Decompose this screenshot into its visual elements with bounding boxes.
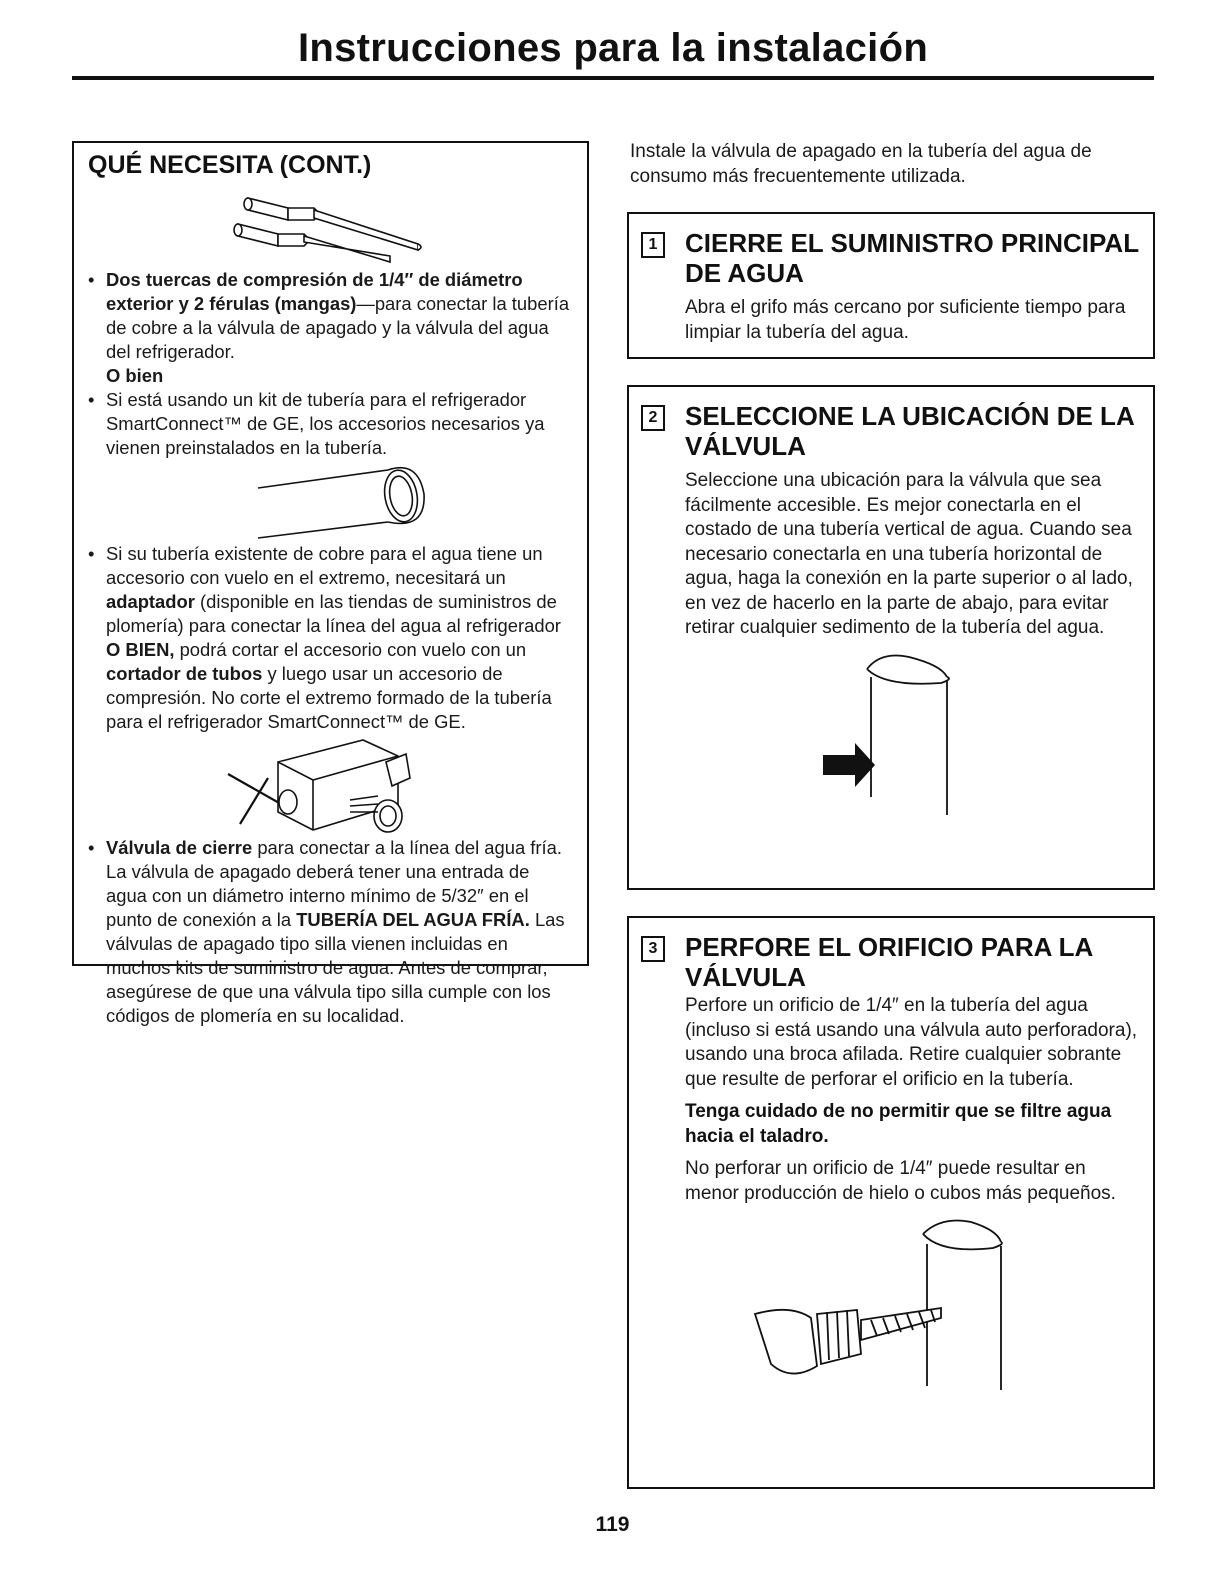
bullet-dot: •	[88, 543, 95, 564]
bullet-shutoff-valve	[88, 836, 573, 1028]
bullet-dot: •	[88, 837, 95, 858]
vertical-pipe-arrow-illustration	[641, 647, 1141, 817]
bullet-compression-nuts	[88, 268, 573, 388]
bullet-smartconnect-text: Si está usando un kit de tubería para el refrigerador SmartConnect™ de GE, los accesorios necesarios ya vienen preinstalados en la tubería.	[106, 389, 545, 458]
bullet-dot: •	[88, 269, 95, 290]
valve-text-1: para conectar a la línea del agua fría. La válvula de apagado deberá tener una entrada de agua con un diámetro interno mínimo de 5/32″ en el punto de conexión a la	[106, 837, 562, 930]
what-you-need-heading: QUÉ NECESITA (CONT.)	[88, 151, 372, 179]
step-3-number: 3	[641, 936, 665, 962]
step-1-body: Abra el grifo más cercano por suficiente tiempo para limpiar la tubería del agua.	[685, 297, 1126, 343]
step-2-box	[627, 385, 1155, 890]
page-number: 119	[595, 1513, 630, 1536]
drill-pipe-illustration	[641, 1214, 1141, 1394]
valve-bold-2: TUBERÍA DEL AGUA FRÍA.	[296, 909, 530, 930]
flared-bold-cutter: cortador de tubos	[106, 663, 263, 684]
flared-bold-adapter: adaptador	[106, 591, 195, 612]
flared-text-4: y luego usar un accesorio de compresión. No corte el extremo formado de la tubería para el refrigerador SmartConnect™ de GE.	[106, 663, 552, 732]
flared-text-3: podrá cortar el accesorio con vuelo con un	[174, 639, 527, 660]
step-2-body: Seleccione una ubicación para la válvula que sea fácilmente accesible. Es mejor conectarla en el costado de una tubería vertical de agua. Cuando sea necesario conectarla en una tubería horizontal de agua, haga la conexión en la parte superior o al lado, en vez de hacerlo en la parte de abajo, para evitar retirar cualquier sedimento de la tubería del agua.	[685, 470, 1133, 638]
step-1-number: 1	[641, 232, 665, 258]
step-3-warning: Tenga cuidado de no permitir que se filtre agua hacia el taladro.	[685, 1101, 1112, 1147]
step-3-note: No perforar un orificio de 1/4″ puede resultar en menor producción de hielo o cubos más pequeños.	[685, 1158, 1116, 1204]
bullet-compression-nuts-bold: Dos tuercas de compresión de 1/4″ de diámetro exterior y 2 férulas (mangas)	[106, 269, 523, 314]
valve-text-2: Las válvulas de apagado tipo silla vienen incluidas en muchos kits de suministro de agua. Antes de comprar, asegúrese de que una válvula tipo silla cumple con los códigos de plomería en su localidad.	[106, 909, 565, 1026]
title-divider	[72, 76, 1154, 80]
flared-text-1: Si su tubería existente de cobre para el agua tiene un accesorio con vuelo en el extremo, necesitará un	[106, 543, 543, 588]
flared-tube-illustration	[88, 460, 575, 542]
bullet-smartconnect-kit	[88, 388, 573, 460]
step-2-number: 2	[641, 405, 665, 431]
step-3-body: Perfore un orificio de 1/4″ en la tubería del agua (incluso si está usando una válvula auto perforadora), usando una broca afilada. Retire cualquier sobrante que resulte de perforar el orificio en la tubería.	[685, 995, 1138, 1090]
bullet-flared-fitting	[88, 542, 573, 734]
bullet-compression-nuts-text: —para conectar la tubería de cobre a la válvula de apagado y la válvula del agua del refrigerador.	[106, 293, 570, 362]
what-you-need-box	[72, 141, 589, 1026]
bullet-dot: •	[88, 389, 95, 410]
step-2-title: SELECCIONE LA UBICACIÓN DE LA VÁLVULA	[685, 401, 1134, 461]
flared-text-2: (disponible en las tiendas de suministros de plomería) para conectar la línea del agua al refrigerador	[106, 591, 561, 636]
page-title: Instrucciones para la instalación	[297, 26, 929, 70]
step-3-heading	[641, 932, 1143, 992]
step-1-box	[627, 212, 1155, 359]
step-2-heading	[641, 401, 1143, 461]
flared-bold-or: O BIEN,	[106, 639, 175, 660]
compression-nuts-illustration	[88, 186, 575, 264]
step-1-heading	[641, 228, 1143, 288]
step-3-title: PERFORE EL ORIFICIO PARA LA VÁLVULA	[685, 932, 1093, 992]
step-1-title: CIERRE EL SUMINISTRO PRINCIPAL DE AGUA	[685, 228, 1139, 288]
or-label: O bien	[106, 365, 164, 386]
step-3-body-container	[641, 994, 1143, 1206]
valve-bold-1: Válvula de cierre	[106, 837, 253, 858]
intro-paragraph: Instale la válvula de apagado en la tubería del agua de consumo más frecuentemente utilizada.	[630, 141, 1092, 187]
shutoff-valve-illustration	[88, 734, 575, 836]
step-3-box	[627, 916, 1155, 1489]
